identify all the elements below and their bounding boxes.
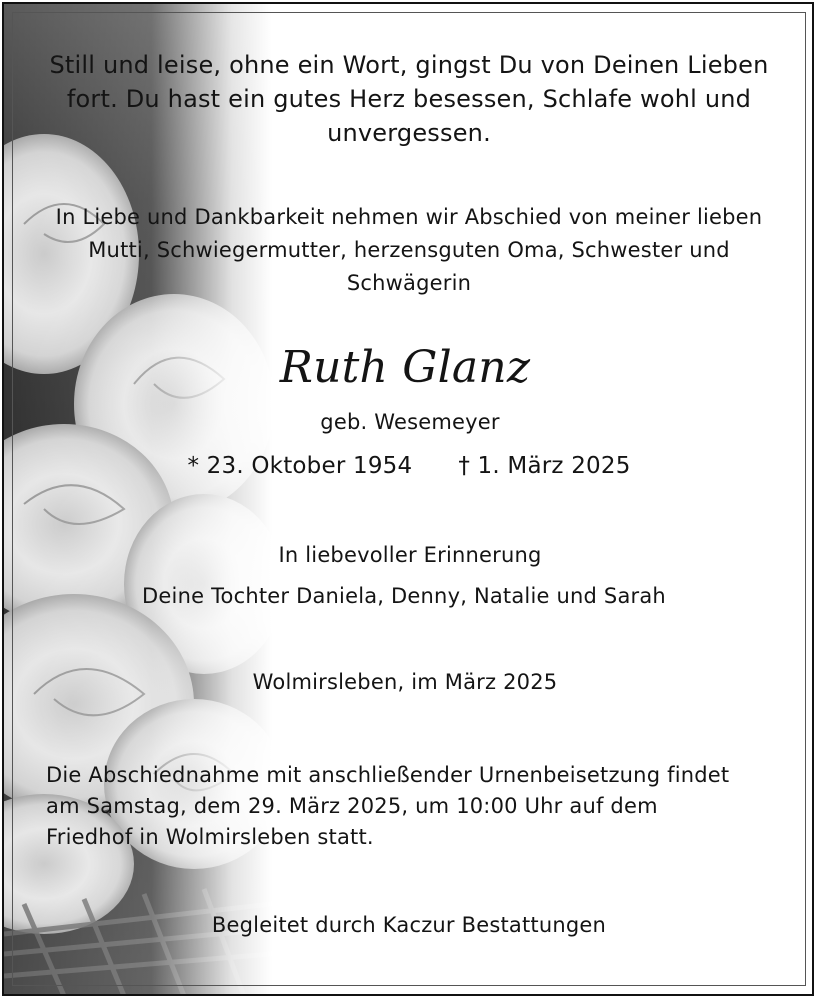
- ceremony-details: [46, 760, 786, 853]
- maiden-name: geb. Wesemeyer: [320, 410, 500, 434]
- remembrance-line: In liebevoller Erinnerung: [278, 543, 542, 567]
- intro-line: Schwägerin: [346, 271, 472, 295]
- verse-line: fort. Du hast ein gutes Herz besessen, Schlafe wohl und: [66, 85, 752, 113]
- farewell-intro: [40, 201, 778, 300]
- verse-line: unvergessen.: [327, 119, 491, 147]
- verse: [40, 48, 778, 150]
- ceremony-line: Die Abschiednahme mit anschließender Urnenbeisetzung findet: [46, 763, 730, 787]
- ceremony-line: Friedhof in Wolmirsleben statt.: [46, 825, 374, 849]
- death-date: † 1. März 2025: [458, 453, 631, 479]
- intro-line: Mutti, Schwiegermutter, herzensguten Oma, Schwester und: [88, 238, 730, 262]
- verse-line: Still und leise, ohne ein Wort, gingst Du von Deinen Lieben: [49, 51, 769, 79]
- ceremony-line: am Samstag, dem 29. März 2025, um 10:00 Uhr auf dem: [46, 794, 658, 818]
- birth-date: * 23. Oktober 1954: [187, 453, 413, 479]
- family-names: Deine Tochter Daniela, Denny, Natalie und Sarah: [142, 584, 666, 608]
- undertaker-credit: Begleitet durch Kaczur Bestattungen: [211, 913, 607, 937]
- life-dates: [0, 450, 818, 482]
- deceased-name: Ruth Glanz: [279, 342, 531, 393]
- place-and-date: Wolmirsleben, im März 2025: [252, 670, 558, 694]
- intro-line: In Liebe und Dankbarkeit nehmen wir Abschied von meiner lieben: [55, 205, 763, 229]
